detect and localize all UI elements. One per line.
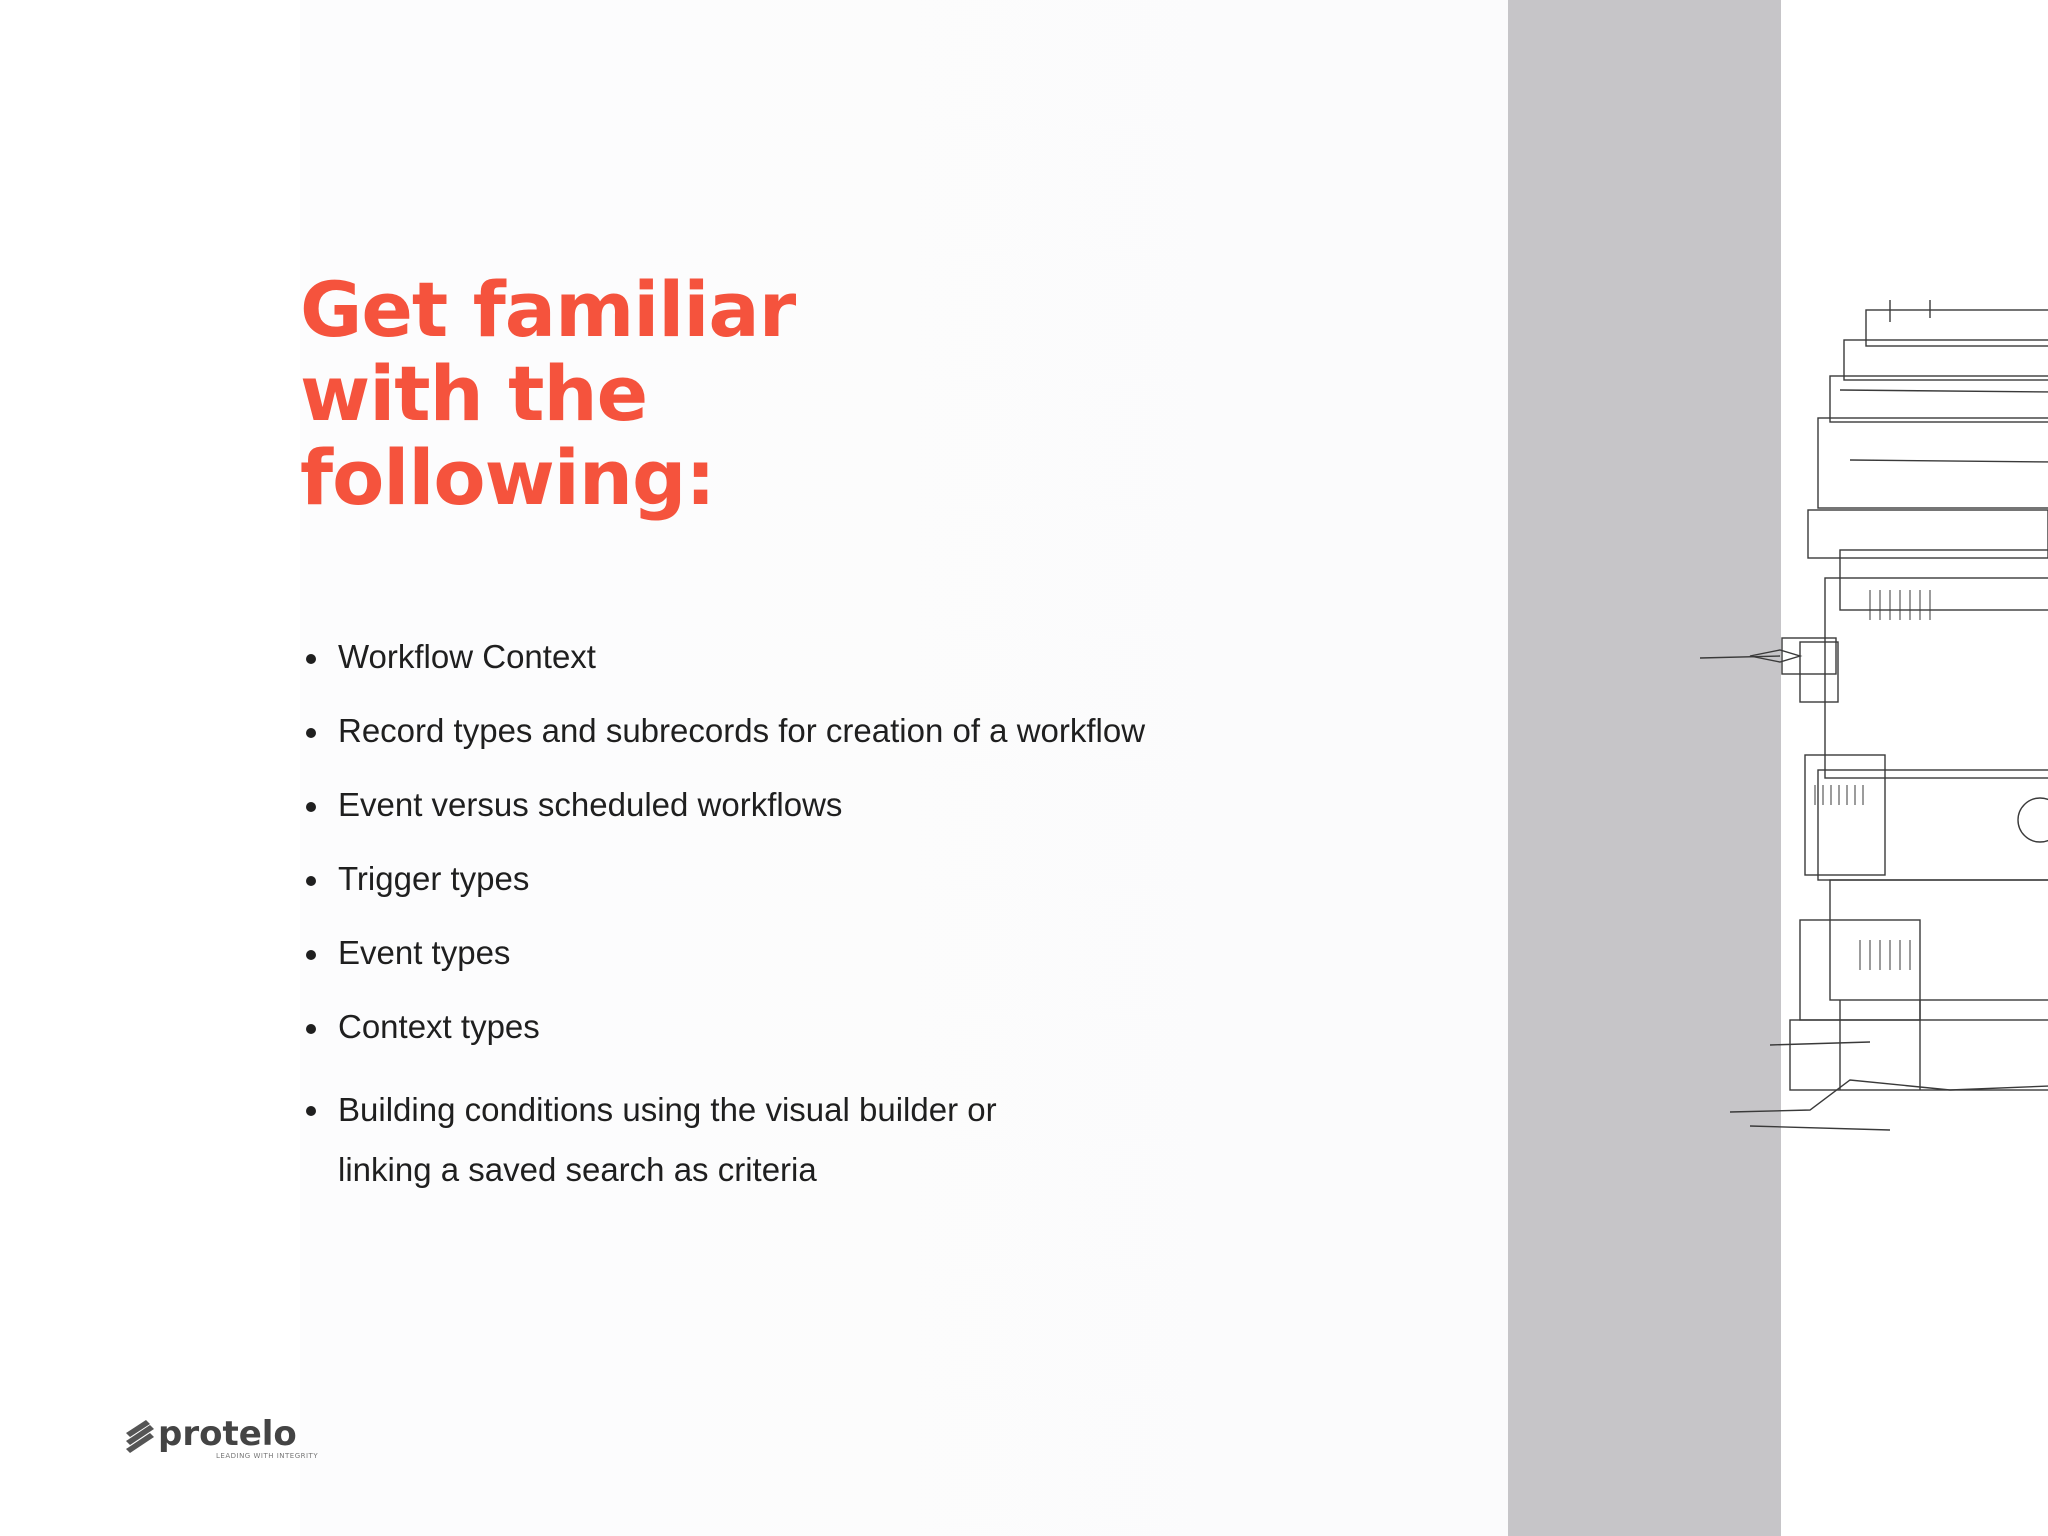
bullet-list [306,636,1266,1232]
protelo-logo [124,1411,344,1461]
bullet-item [306,784,1266,826]
bullet-text: Event versus scheduled workflows [338,786,843,823]
logo-wordmark: protelo [158,1414,297,1454]
bullet-item [306,858,1266,900]
bullet-text-line-2: linking a saved search as criteria [338,1151,817,1188]
bullet-text: Trigger types [338,860,530,897]
bullet-text: Record types and subrecords for creation of a workflow [338,712,1146,749]
title-line-2: with the [300,349,648,438]
logo-tagline: LEADING WITH INTEGRITY [216,1452,319,1460]
bullet-item [306,636,1266,678]
title-line-3: following: [300,433,715,522]
bullet-text-line-1: Building conditions using the visual builder or [338,1091,997,1128]
bullet-text: Context types [338,1008,540,1045]
title-line-1: Get familiar [300,265,796,354]
city-skyline-illustration [1690,300,2048,1160]
bullet-item [306,1080,1266,1200]
bullet-text: Event types [338,934,511,971]
protelo-logo-mark [126,1420,154,1453]
bullet-item [306,710,1266,752]
slide-title [300,265,900,522]
bullet-item [306,1006,1266,1048]
bullet-text: Workflow Context [338,638,596,675]
bullet-item [306,932,1266,974]
